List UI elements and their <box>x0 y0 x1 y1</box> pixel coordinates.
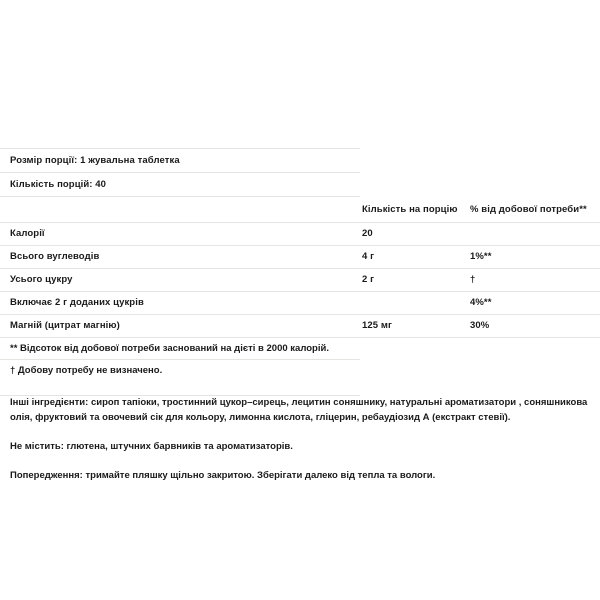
nutrient-amount: 125 мг <box>362 320 393 331</box>
supplement-facts-panel <box>0 148 600 483</box>
serving-size-row <box>0 148 600 172</box>
table-row <box>0 291 600 314</box>
warning-text: Попередження: тримайте пляшку щільно закритою. Зберігати далеко від тепла та вологи. <box>10 470 436 481</box>
footnote-daily-value-basis <box>0 337 600 359</box>
footnote-text: ** Відсоток від добової потреби заснований на дієті в 2000 калорій. <box>10 342 329 354</box>
nutrient-daily-value: † <box>470 274 476 285</box>
table-row <box>0 314 600 337</box>
header-amount-per-serving: Кількість на порцію <box>362 203 458 215</box>
serving-size-text: Розмір порції: 1 жувальна таблетка <box>10 154 180 166</box>
nutrient-name: Всього вуглеводів <box>10 251 100 262</box>
footnote-text: † Добову потребу не визначено. <box>10 364 163 376</box>
other-ingredients-paragraph <box>0 395 600 425</box>
other-ingredients-text: Інші інгредієнти: сироп тапіоки, тростинний цукор–сирець, лецитин соняшнику, натуральні ароматизатори , соняшникова олія, фруктовий та овочевий сік для кольору, лимонна кислота, гліцерин, ребаудіозид А (екстракт стевії). <box>10 397 588 423</box>
servings-per-container-text: Кількість порцій: 40 <box>10 178 107 190</box>
nutrient-daily-value: 30% <box>470 320 490 331</box>
table-header-row <box>0 196 600 222</box>
table-row <box>0 268 600 291</box>
servings-per-container-row <box>0 172 600 196</box>
nutrient-name: Калорії <box>10 228 45 239</box>
free-from-paragraph <box>0 439 600 454</box>
nutrient-daily-value: 4%** <box>470 297 492 308</box>
nutrient-name: Усього цукру <box>10 274 73 285</box>
nutrient-name: Включає 2 г доданих цукрів <box>10 297 144 308</box>
table-row <box>0 222 600 245</box>
nutrient-amount: 20 <box>362 228 373 239</box>
footnote-daily-value-not-established <box>0 359 600 381</box>
free-from-text: Не містить: глютена, штучних барвників та ароматизаторів. <box>10 441 293 452</box>
nutrient-daily-value: 1%** <box>470 251 492 262</box>
nutrient-amount: 2 г <box>362 274 375 285</box>
header-daily-value: % від добової потреби** <box>470 203 587 215</box>
table-row <box>0 245 600 268</box>
nutrient-name: Магній (цитрат магнію) <box>10 320 120 331</box>
nutrient-amount: 4 г <box>362 251 375 262</box>
warning-paragraph <box>0 468 600 483</box>
